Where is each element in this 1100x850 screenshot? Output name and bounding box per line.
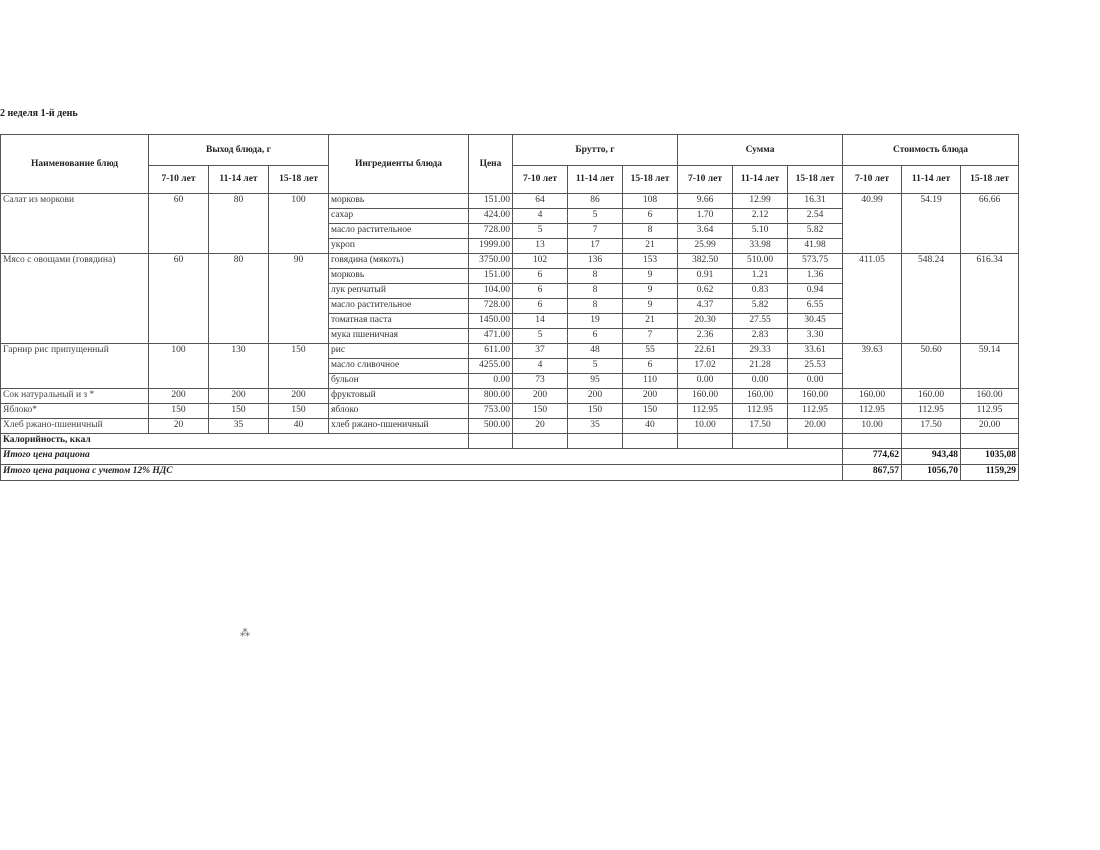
ingredient-gross: 9: [623, 269, 678, 284]
header-age: 11-14 лет: [902, 166, 961, 194]
ingredient-sum: 382.50: [678, 254, 733, 269]
total-row: [1, 449, 1019, 465]
ingredient-gross: 6: [513, 284, 568, 299]
ingredient-sum: 0.62: [678, 284, 733, 299]
ingredient-gross: 86: [568, 194, 623, 209]
dish-cost: 160.00: [902, 389, 961, 404]
ingredient-gross: 95: [568, 374, 623, 389]
ingredient-sum: 20.30: [678, 314, 733, 329]
dish-output: 150: [269, 344, 329, 389]
ingredient-sum: 160.00: [788, 389, 843, 404]
ingredient-gross: 150: [568, 404, 623, 419]
dish-output: 150: [209, 404, 269, 419]
ingredient-sum: 0.91: [678, 269, 733, 284]
ingredient-price: 1450.00: [469, 314, 513, 329]
ingredient-gross: 21: [623, 239, 678, 254]
ingredient-gross: 200: [513, 389, 568, 404]
table-row: [1, 194, 1019, 209]
ingredient-price: 3750.00: [469, 254, 513, 269]
ingredient-gross: 6: [513, 299, 568, 314]
dish-output: 35: [209, 419, 269, 434]
ingredient-sum: 17.02: [678, 359, 733, 374]
table-row: [1, 419, 1019, 434]
table-body: [1, 194, 1019, 481]
ingredient-gross: 8: [568, 299, 623, 314]
dish-cost: 54.19: [902, 194, 961, 254]
total-value: 943,48: [902, 449, 961, 465]
total-value: 1035,08: [961, 449, 1019, 465]
ingredient-gross: 6: [623, 209, 678, 224]
ingredient-gross: 4: [513, 359, 568, 374]
dish-cost: 112.95: [961, 404, 1019, 419]
empty-cell: [843, 434, 902, 449]
ingredient-gross: 13: [513, 239, 568, 254]
ingredient-name: укроп: [329, 239, 469, 254]
empty-cell: [623, 434, 678, 449]
ingredient-price: 151.00: [469, 194, 513, 209]
ingredient-gross: 17: [568, 239, 623, 254]
ingredient-sum: 112.95: [678, 404, 733, 419]
page-title: 2 неделя 1-й день: [0, 108, 78, 119]
ingredient-price: 0.00: [469, 374, 513, 389]
dish-cost: 39.63: [843, 344, 902, 389]
ingredient-sum: 22.61: [678, 344, 733, 359]
ingredient-gross: 153: [623, 254, 678, 269]
ingredient-sum: 4.37: [678, 299, 733, 314]
ingredient-sum: 510.00: [733, 254, 788, 269]
ingredient-sum: 6.55: [788, 299, 843, 314]
ingredient-price: 753.00: [469, 404, 513, 419]
dish-cost: 50.60: [902, 344, 961, 389]
dish-name: Гарнир рис припущенный: [1, 344, 149, 389]
ingredient-gross: 4: [513, 209, 568, 224]
ingredient-sum: 0.00: [678, 374, 733, 389]
total-row: [1, 465, 1019, 481]
ingredient-sum: 20.00: [788, 419, 843, 434]
dish-cost: 160.00: [961, 389, 1019, 404]
ingredient-sum: 160.00: [678, 389, 733, 404]
table-row: [1, 254, 1019, 269]
ingredient-name: лук репчатый: [329, 284, 469, 299]
header-output: Выход блюда, г: [149, 135, 329, 166]
ingredient-name: бульон: [329, 374, 469, 389]
dish-output: 200: [149, 389, 209, 404]
ingredient-gross: 8: [568, 284, 623, 299]
total-label: Итого цена рациона: [1, 449, 843, 465]
dish-cost: 616.34: [961, 254, 1019, 344]
ingredient-gross: 64: [513, 194, 568, 209]
table-row: [1, 389, 1019, 404]
total-value: 774,62: [843, 449, 902, 465]
ingredient-name: хлеб ржано-пшеничный: [329, 419, 469, 434]
header-sum: Сумма: [678, 135, 843, 166]
ingredient-sum: 33.98: [733, 239, 788, 254]
ingredient-gross: 6: [623, 359, 678, 374]
dish-cost: 160.00: [843, 389, 902, 404]
ingredient-price: 500.00: [469, 419, 513, 434]
dish-cost: 66.66: [961, 194, 1019, 254]
empty-cell: [733, 434, 788, 449]
menu-table: [0, 134, 1019, 481]
ingredient-gross: 73: [513, 374, 568, 389]
ingredient-name: масло растительное: [329, 299, 469, 314]
ingredient-gross: 9: [623, 284, 678, 299]
ingredient-gross: 150: [623, 404, 678, 419]
header-age: 7-10 лет: [678, 166, 733, 194]
total-value: 867,57: [843, 465, 902, 481]
ingredient-gross: 110: [623, 374, 678, 389]
dish-cost: 17.50: [902, 419, 961, 434]
ingredient-gross: 40: [623, 419, 678, 434]
table-header: [1, 135, 1019, 194]
ingredient-sum: 25.53: [788, 359, 843, 374]
ingredient-sum: 17.50: [733, 419, 788, 434]
empty-cell: [678, 434, 733, 449]
dish-output: 20: [149, 419, 209, 434]
header-age: 7-10 лет: [149, 166, 209, 194]
dish-name: Салат из моркови: [1, 194, 149, 254]
header-age: 15-18 лет: [623, 166, 678, 194]
ingredient-gross: 37: [513, 344, 568, 359]
dish-cost: 20.00: [961, 419, 1019, 434]
ingredient-gross: 6: [513, 269, 568, 284]
dish-output: 60: [149, 254, 209, 344]
ingredient-name: говядина (мякоть): [329, 254, 469, 269]
dish-output: 80: [209, 254, 269, 344]
header-age: 15-18 лет: [788, 166, 843, 194]
ingredient-gross: 150: [513, 404, 568, 419]
calories-row: [1, 434, 1019, 449]
ingredient-sum: 0.00: [733, 374, 788, 389]
total-value: 1056,70: [902, 465, 961, 481]
ingredient-gross: 5: [568, 359, 623, 374]
dish-cost: 112.95: [843, 404, 902, 419]
empty-cell: [788, 434, 843, 449]
ingredient-price: 471.00: [469, 329, 513, 344]
dish-cost: 10.00: [843, 419, 902, 434]
ingredient-name: масло растительное: [329, 224, 469, 239]
ingredient-name: мука пшеничная: [329, 329, 469, 344]
ingredient-sum: 41.98: [788, 239, 843, 254]
empty-cell: [961, 434, 1019, 449]
ingredient-name: яблоко: [329, 404, 469, 419]
dish-cost: 59.14: [961, 344, 1019, 389]
header-gross: Брутто, г: [513, 135, 678, 166]
dish-output: 200: [269, 389, 329, 404]
ingredient-name: сахар: [329, 209, 469, 224]
empty-cell: [568, 434, 623, 449]
total-value: 1159,29: [961, 465, 1019, 481]
ingredient-sum: 27.55: [733, 314, 788, 329]
header-age: 11-14 лет: [733, 166, 788, 194]
ingredient-gross: 55: [623, 344, 678, 359]
ingredient-gross: 200: [623, 389, 678, 404]
ingredient-sum: 25.99: [678, 239, 733, 254]
ingredient-gross: 35: [568, 419, 623, 434]
ingredient-gross: 48: [568, 344, 623, 359]
header-age: 15-18 лет: [961, 166, 1019, 194]
ingredient-sum: 2.12: [733, 209, 788, 224]
ingredient-price: 611.00: [469, 344, 513, 359]
dish-output: 80: [209, 194, 269, 254]
ingredient-sum: 33.61: [788, 344, 843, 359]
ingredient-gross: 5: [513, 224, 568, 239]
ingredient-name: томатная паста: [329, 314, 469, 329]
table-row: [1, 404, 1019, 419]
ingredient-sum: 3.30: [788, 329, 843, 344]
ingredient-sum: 12.99: [733, 194, 788, 209]
dish-output: 100: [149, 344, 209, 389]
ingredient-sum: 5.10: [733, 224, 788, 239]
ingredient-gross: 7: [623, 329, 678, 344]
dish-name: Яблоко*: [1, 404, 149, 419]
dish-name: Мясо с овощами (говядина): [1, 254, 149, 344]
header-cost: Стоимость блюда: [843, 135, 1019, 166]
ingredient-gross: 7: [568, 224, 623, 239]
header-age: 7-10 лет: [513, 166, 568, 194]
ingredient-gross: 20: [513, 419, 568, 434]
ingredient-price: 151.00: [469, 269, 513, 284]
dish-output: 150: [269, 404, 329, 419]
ingredient-gross: 9: [623, 299, 678, 314]
ingredient-gross: 102: [513, 254, 568, 269]
empty-cell: [902, 434, 961, 449]
ingredient-sum: 29.33: [733, 344, 788, 359]
header-age: 11-14 лет: [568, 166, 623, 194]
header-age: 11-14 лет: [209, 166, 269, 194]
dish-cost: 112.95: [902, 404, 961, 419]
ingredient-sum: 21.28: [733, 359, 788, 374]
ingredient-sum: 1.21: [733, 269, 788, 284]
dish-output: 130: [209, 344, 269, 389]
ingredient-sum: 160.00: [733, 389, 788, 404]
ingredient-gross: 19: [568, 314, 623, 329]
ingredient-gross: 108: [623, 194, 678, 209]
ingredient-name: фруктовый: [329, 389, 469, 404]
ingredient-sum: 112.95: [788, 404, 843, 419]
ingredient-gross: 8: [623, 224, 678, 239]
table-row: [1, 344, 1019, 359]
ingredient-price: 424.00: [469, 209, 513, 224]
dish-name: Хлеб ржано-пшеничный: [1, 419, 149, 434]
ingredient-gross: 136: [568, 254, 623, 269]
ingredient-sum: 10.00: [678, 419, 733, 434]
ingredient-sum: 1.70: [678, 209, 733, 224]
ingredient-sum: 5.82: [788, 224, 843, 239]
ingredient-sum: 3.64: [678, 224, 733, 239]
ingredient-gross: 6: [568, 329, 623, 344]
ingredient-name: морковь: [329, 194, 469, 209]
ingredient-gross: 5: [568, 209, 623, 224]
header-ingredients: Ингредиенты блюда: [329, 135, 469, 194]
ingredient-sum: 5.82: [733, 299, 788, 314]
header-dish-name: Наименование блюд: [1, 135, 149, 194]
ingredient-sum: 0.00: [788, 374, 843, 389]
ingredient-gross: 8: [568, 269, 623, 284]
ingredient-sum: 16.31: [788, 194, 843, 209]
ingredient-gross: 200: [568, 389, 623, 404]
ingredient-price: 728.00: [469, 224, 513, 239]
ingredient-sum: 2.54: [788, 209, 843, 224]
ingredient-sum: 0.94: [788, 284, 843, 299]
dish-cost: 411.05: [843, 254, 902, 344]
ingredient-sum: 573.75: [788, 254, 843, 269]
ingredient-gross: 5: [513, 329, 568, 344]
ingredient-gross: 21: [623, 314, 678, 329]
ingredient-sum: 112.95: [733, 404, 788, 419]
ingredient-price: 1999.00: [469, 239, 513, 254]
dish-output: 100: [269, 194, 329, 254]
ingredient-price: 800.00: [469, 389, 513, 404]
dish-output: 200: [209, 389, 269, 404]
empty-cell: [469, 434, 513, 449]
header-age: 7-10 лет: [843, 166, 902, 194]
ingredient-price: 4255.00: [469, 359, 513, 374]
dish-output: 90: [269, 254, 329, 344]
ingredient-sum: 0.83: [733, 284, 788, 299]
ingredient-sum: 30.45: [788, 314, 843, 329]
dish-output: 40: [269, 419, 329, 434]
ingredient-sum: 1.36: [788, 269, 843, 284]
ingredient-sum: 9.66: [678, 194, 733, 209]
dish-output: 150: [149, 404, 209, 419]
dish-name: Сок натуральный и з *: [1, 389, 149, 404]
dish-cost: 40.99: [843, 194, 902, 254]
empty-cell: [513, 434, 568, 449]
header-age: 15-18 лет: [269, 166, 329, 194]
calories-label: Калорийность, ккал: [1, 434, 469, 449]
dish-cost: 548.24: [902, 254, 961, 344]
dish-output: 60: [149, 194, 209, 254]
header-price: Цена: [469, 135, 513, 194]
ingredient-gross: 14: [513, 314, 568, 329]
ingredient-name: масло сливочное: [329, 359, 469, 374]
ingredient-price: 728.00: [469, 299, 513, 314]
ingredient-sum: 2.83: [733, 329, 788, 344]
ingredient-name: рис: [329, 344, 469, 359]
scan-speck: ⁂: [240, 628, 250, 639]
ingredient-name: морковь: [329, 269, 469, 284]
total-label: Итого цена рациона с учетом 12% НДС: [1, 465, 843, 481]
ingredient-sum: 2.36: [678, 329, 733, 344]
ingredient-price: 104.00: [469, 284, 513, 299]
